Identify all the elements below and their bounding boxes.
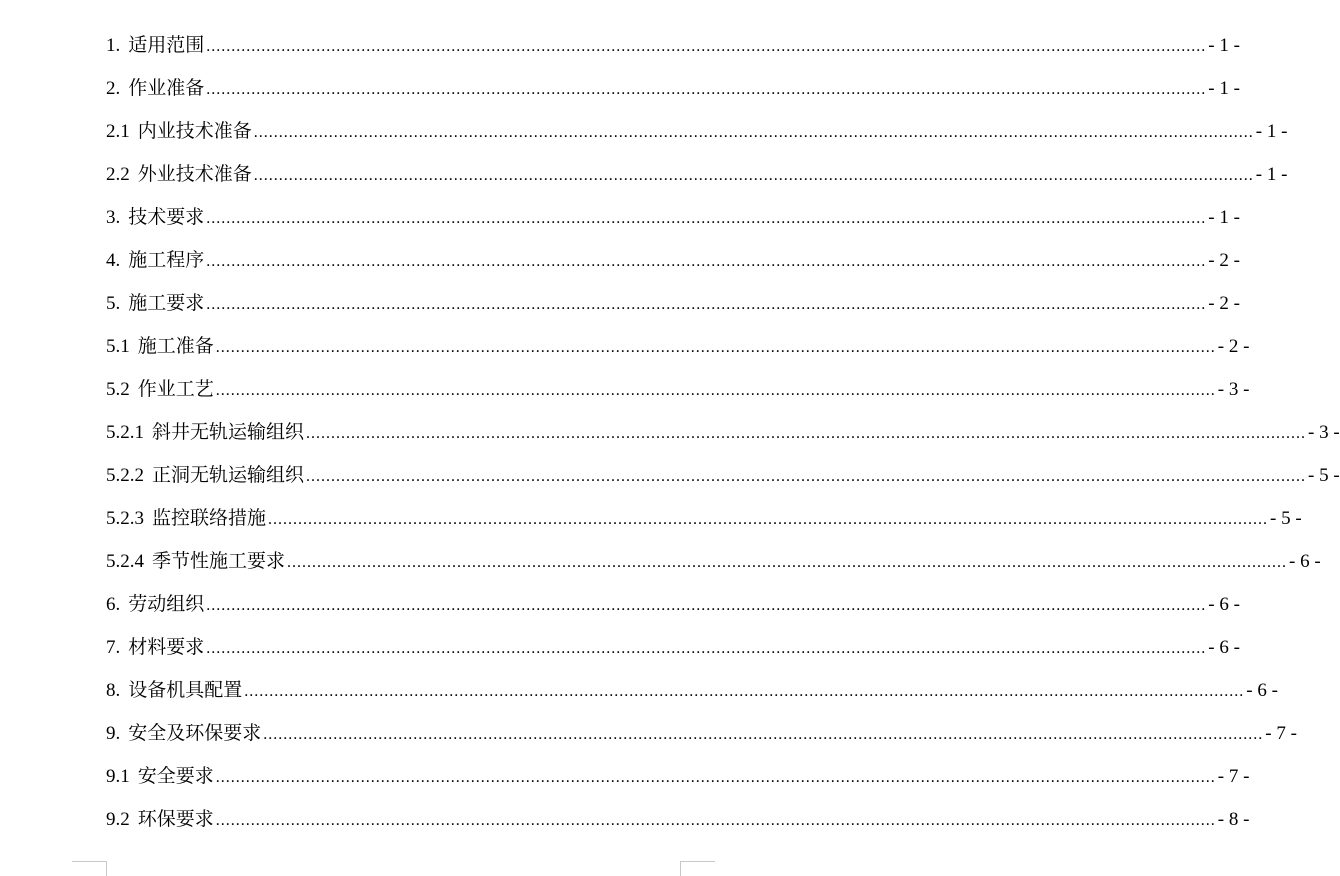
toc-entry[interactable]	[106, 153, 1288, 196]
toc-entry-number: 9.	[106, 723, 121, 744]
toc-dot-leader: ........................................................................................................................................................................................................	[206, 81, 1207, 98]
toc-entry[interactable]	[106, 196, 1240, 239]
toc-entry-number: 4.	[106, 250, 121, 271]
toc-entry-page: - 5 -	[1270, 508, 1302, 529]
toc-entry-number: 5.2.4	[106, 551, 144, 572]
toc-entry-page: - 2 -	[1217, 336, 1250, 357]
toc-entry-title: 外业技术准备	[137, 164, 252, 185]
toc-dot-leader: ........................................................................................................................................................................................................	[215, 812, 1216, 829]
toc-dot-leader: ........................................................................................................................................................................................................	[206, 38, 1207, 55]
toc-entry-number: 5.	[106, 293, 121, 314]
toc-entry-page: - 1 -	[1208, 35, 1240, 56]
toc-entry-title: 内业技术准备	[137, 121, 252, 142]
toc-entry-page: - 6 -	[1246, 680, 1278, 701]
toc-entry-title: 斜井无轨运输组织	[152, 422, 305, 443]
toc-entry-number: 5.2.2	[106, 465, 144, 486]
toc-entry[interactable]	[106, 497, 1302, 540]
toc-entry-number: 2.	[106, 78, 121, 99]
toc-entry-number: 3.	[106, 207, 121, 228]
toc-dot-leader: ........................................................................................................................................................................................................	[206, 210, 1207, 227]
toc-dot-leader: ........................................................................................................................................................................................................	[306, 425, 1307, 442]
toc-entry-number: 2.1	[106, 121, 130, 142]
toc-entry-title: 季节性施工要求	[152, 551, 286, 572]
toc-entry-page: - 1 -	[1208, 78, 1240, 99]
toc-entry-title: 技术要求	[128, 207, 205, 228]
toc-entry[interactable]	[106, 626, 1240, 669]
toc-dot-leader: ........................................................................................................................................................................................................	[206, 597, 1207, 614]
toc-dot-leader: ........................................................................................................................................................................................................	[215, 382, 1216, 399]
toc-entry-page: - 2 -	[1208, 293, 1240, 314]
toc-entry-number: 5.1	[106, 336, 130, 357]
toc-entry-title: 监控联络措施	[152, 508, 267, 529]
toc-entry[interactable]	[106, 110, 1288, 153]
toc-dot-leader: ........................................................................................................................................................................................................	[268, 511, 1269, 528]
toc-entry[interactable]	[106, 239, 1240, 282]
toc-entry-title: 安全及环保要求	[128, 723, 262, 744]
toc-entry-page: - 8 -	[1217, 809, 1250, 830]
toc-entry-title: 作业工艺	[137, 379, 214, 400]
toc-entry-title: 劳动组织	[128, 594, 205, 615]
toc-entry-number: 5.2	[106, 379, 130, 400]
toc-entry-page: - 2 -	[1208, 250, 1240, 271]
toc-entry-number: 5.2.3	[106, 508, 144, 529]
toc-entry-title: 设备机具配置	[128, 680, 243, 701]
toc-entry-number: 7.	[106, 637, 121, 658]
toc-entry-page: - 3 -	[1217, 379, 1250, 400]
toc-entry-title: 环保要求	[137, 809, 214, 830]
toc-dot-leader: ........................................................................................................................................................................................................	[253, 124, 1254, 141]
toc-entry-title: 安全要求	[137, 766, 214, 787]
toc-entry-page: - 5 -	[1308, 465, 1340, 486]
toc-dot-leader: ........................................................................................................................................................................................................	[306, 468, 1307, 485]
toc-entry-title: 正洞无轨运输组织	[152, 465, 305, 486]
toc-entry[interactable]	[106, 24, 1240, 67]
toc-entry-number: 5.2.1	[106, 422, 144, 443]
toc-entry-number: 8.	[106, 680, 121, 701]
toc-entry[interactable]	[106, 755, 1250, 798]
table-of-contents	[106, 24, 1340, 841]
toc-entry-title: 材料要求	[128, 637, 205, 658]
toc-entry[interactable]	[106, 411, 1340, 454]
toc-entry[interactable]	[106, 325, 1250, 368]
page-corner-mark-right	[680, 861, 715, 876]
toc-entry[interactable]	[106, 368, 1250, 411]
toc-dot-leader: ........................................................................................................................................................................................................	[244, 683, 1245, 700]
toc-entry-title: 施工准备	[137, 336, 214, 357]
toc-entry-number: 1.	[106, 35, 121, 56]
toc-dot-leader: ........................................................................................................................................................................................................	[215, 769, 1216, 786]
toc-entry[interactable]	[106, 282, 1240, 325]
toc-dot-leader: ........................................................................................................................................................................................................	[206, 253, 1207, 270]
toc-entry-page: - 7 -	[1265, 723, 1297, 744]
toc-entry-number: 9.2	[106, 809, 130, 830]
toc-entry-page: - 3 -	[1308, 422, 1340, 443]
toc-entry[interactable]	[106, 454, 1340, 497]
toc-dot-leader: ........................................................................................................................................................................................................	[206, 296, 1207, 313]
toc-dot-leader: ........................................................................................................................................................................................................	[206, 640, 1207, 657]
toc-entry[interactable]	[106, 583, 1240, 626]
toc-entry[interactable]	[106, 540, 1321, 583]
toc-entry[interactable]	[106, 67, 1240, 110]
toc-entry[interactable]	[106, 712, 1297, 755]
toc-entry-title: 施工要求	[128, 293, 205, 314]
toc-entry-page: - 1 -	[1255, 121, 1288, 142]
page-corner-mark-left	[72, 861, 107, 876]
toc-entry-page: - 1 -	[1208, 207, 1240, 228]
toc-entry-page: - 7 -	[1217, 766, 1250, 787]
toc-entry-page: - 1 -	[1255, 164, 1288, 185]
toc-entry-page: - 6 -	[1289, 551, 1321, 572]
toc-dot-leader: ........................................................................................................................................................................................................	[215, 339, 1216, 356]
toc-entry-title: 施工程序	[128, 250, 205, 271]
toc-dot-leader: ........................................................................................................................................................................................................	[253, 167, 1254, 184]
toc-entry-number: 9.1	[106, 766, 130, 787]
toc-entry[interactable]	[106, 669, 1278, 712]
toc-entry-title: 作业准备	[128, 78, 205, 99]
toc-entry-page: - 6 -	[1208, 637, 1240, 658]
toc-entry[interactable]	[106, 798, 1250, 841]
toc-entry-title: 适用范围	[128, 35, 205, 56]
toc-entry-number: 2.2	[106, 164, 130, 185]
toc-entry-number: 6.	[106, 594, 121, 615]
toc-dot-leader: ........................................................................................................................................................................................................	[287, 554, 1288, 571]
toc-dot-leader: ........................................................................................................................................................................................................	[263, 726, 1264, 743]
toc-entry-page: - 6 -	[1208, 594, 1240, 615]
